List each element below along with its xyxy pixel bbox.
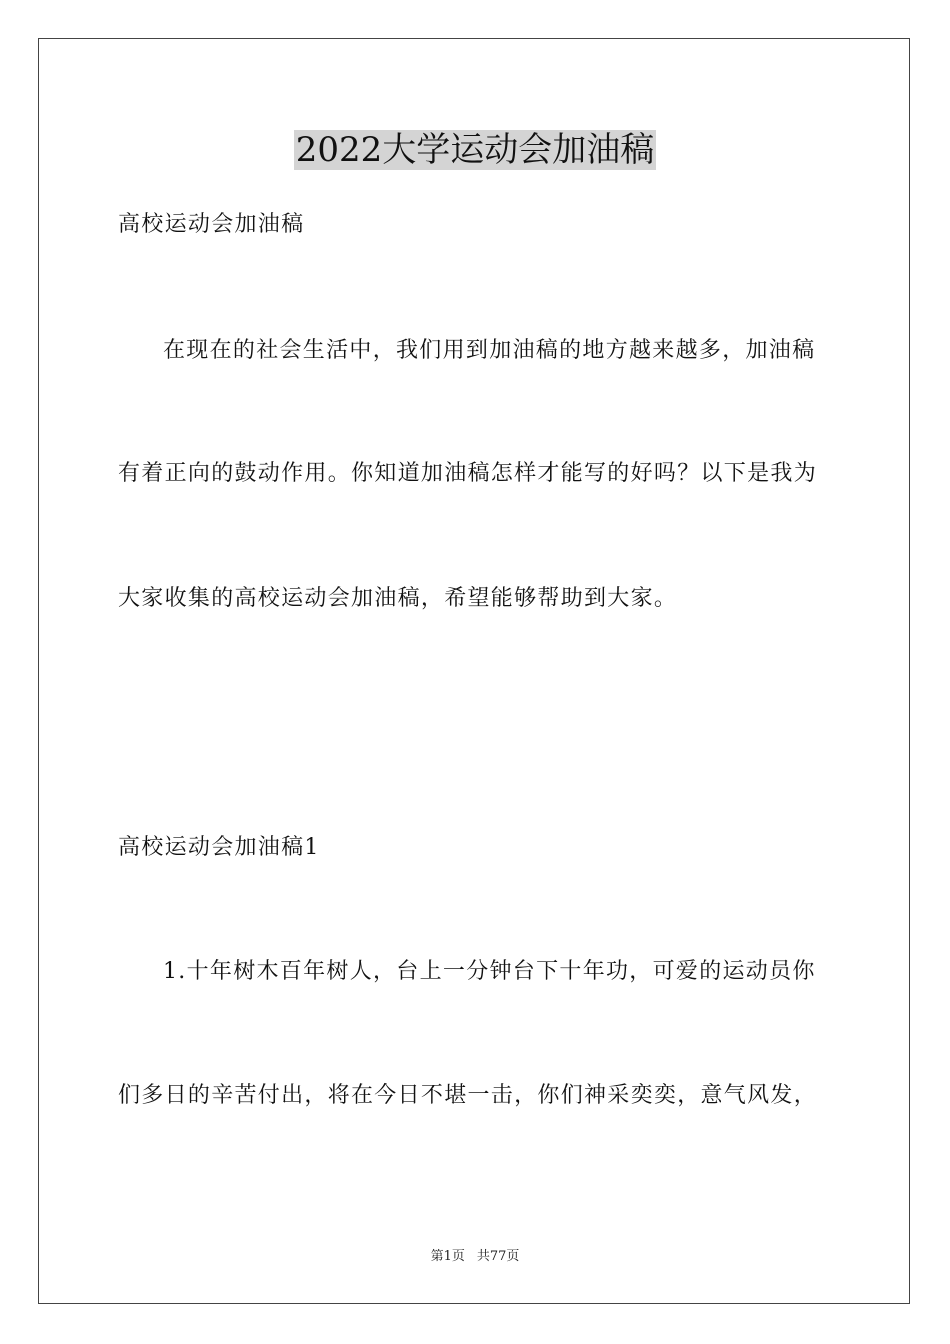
intro-line-1: 在现在的社会生活中，我们用到加油稿的地方越来越多，加油稿 (163, 338, 816, 363)
document-title-text: 2022大学运动会加油稿 (295, 130, 655, 170)
item-line-1: 1.十年树木百年树人，台上一分钟台下十年功，可爱的运动员你 (163, 959, 816, 984)
intro-line-2: 有着正向的鼓动作用。你知道加油稿怎样才能写的好吗？以下是我为 (118, 461, 818, 486)
document-title (0, 130, 950, 170)
page-footer (0, 1248, 950, 1266)
subsection-heading: 高校运动会加油稿1 (118, 835, 320, 860)
section-heading: 高校运动会加油稿 (118, 212, 305, 237)
intro-line-3: 大家收集的高校运动会加油稿，希望能够帮助到大家。 (118, 586, 678, 611)
page-number-current: 第1页 (430, 1249, 465, 1264)
item-line-2: 们多日的辛苦付出，将在今日不堪一击，你们神采奕奕，意气风发， (118, 1083, 818, 1108)
page-number-total: 共77页 (476, 1249, 520, 1264)
